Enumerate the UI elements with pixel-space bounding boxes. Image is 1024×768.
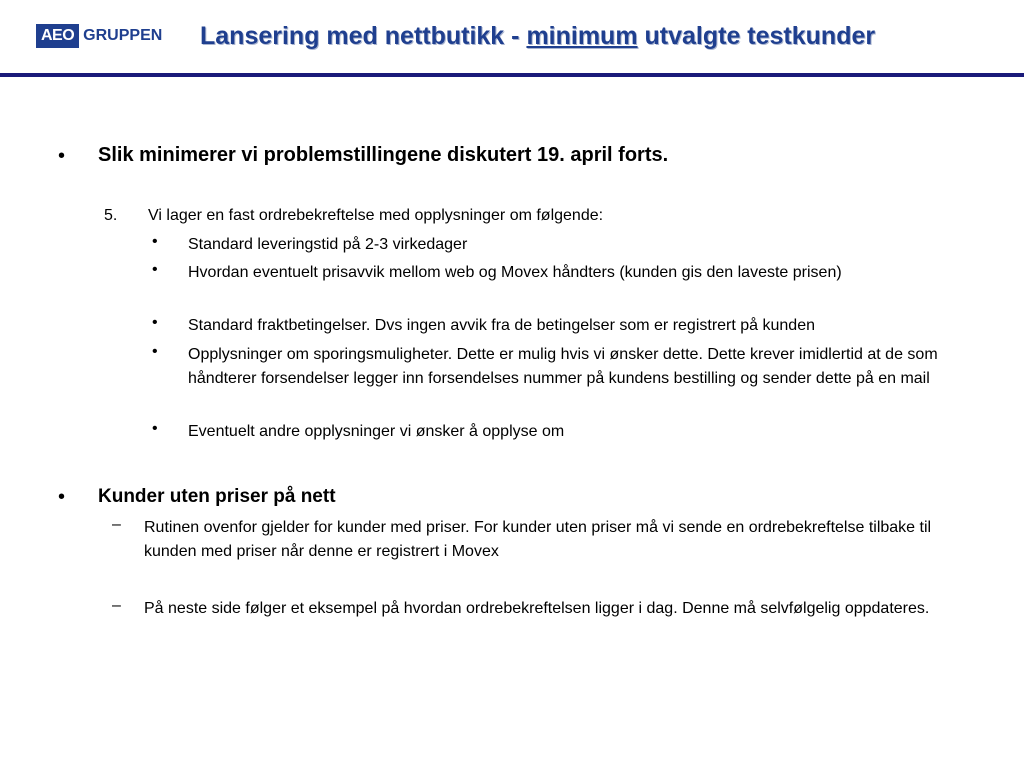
dash-icon: –	[112, 597, 121, 614]
title-suffix: utvalgte testkunder	[637, 22, 876, 50]
list-item: Standard fraktbetingelser. Dvs ingen avvik fra de betingelser som er registrert på kunden	[188, 317, 815, 334]
list-item: Standard leveringstid på 2-3 virkedager	[188, 236, 468, 253]
bullet-icon: •	[152, 420, 158, 437]
section2-heading: Kunder uten priser på nett	[98, 486, 336, 507]
logo-mark: AEO	[36, 24, 79, 48]
list-item: Eventuelt andre opplysninger vi ønsker å opplyse om	[188, 423, 565, 440]
slide-title	[200, 22, 875, 51]
company-logo	[36, 22, 162, 50]
list-item: Opplysninger om sporingsmuligheter. Dette er mulig hvis vi ønsker dette. Dette krever imidlertid at de som håndterer forsendelser legger inn forsendelses nummer på kundens bestilling og sender dette på en mail	[188, 346, 938, 387]
logo-text: GRUPPEN	[83, 27, 163, 44]
section1-heading: Slik minimerer vi problemstillingene diskutert 19. april forts.	[98, 144, 669, 166]
dash-icon: –	[112, 516, 121, 533]
numbered-marker: 5.	[104, 207, 118, 224]
bullet-icon: •	[152, 343, 158, 360]
list-item: Hvordan eventuelt prisavvik mellom web og Movex håndters (kunden gis den laveste prisen)	[188, 264, 842, 281]
bullet-icon: •	[152, 233, 158, 250]
bullet-icon: •	[152, 261, 158, 278]
header-divider	[0, 73, 1024, 77]
bullet-icon: •	[152, 314, 158, 331]
list-item: Rutinen ovenfor gjelder for kunder med priser. For kunder uten priser må vi sende en ordrebekreftelse tilbake til kunden med priser når denne er registrert i Movex	[144, 519, 932, 560]
title-prefix: Lansering med nettbutikk -	[200, 22, 527, 50]
numbered-text: Vi lager en fast ordrebekreftelse med opplysninger om følgende:	[148, 207, 604, 224]
bullet-icon: •	[58, 145, 66, 167]
bullet-icon: •	[58, 486, 66, 508]
list-item: På neste side følger et eksempel på hvordan ordrebekreftelsen ligger i dag. Denne må selvfølgelig oppdateres.	[144, 600, 930, 617]
title-underlined: minimum	[526, 22, 638, 50]
